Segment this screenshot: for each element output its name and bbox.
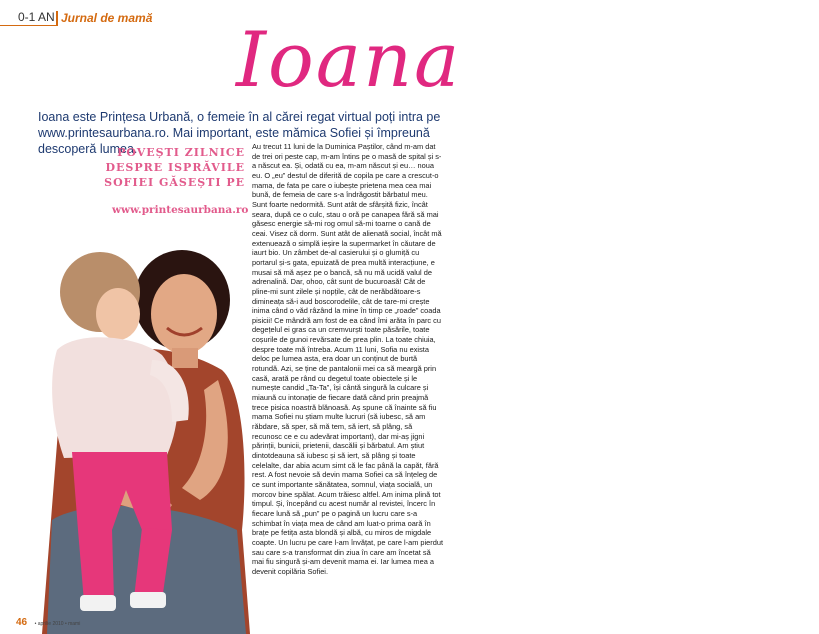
pull-quote-url: www.printesaurbana.ro <box>112 204 249 216</box>
column-title: Jurnal de mamă <box>61 11 153 25</box>
article-title: Ioana <box>236 15 462 104</box>
article-intro: Ioana este Prințesa Urbană, o femeie în al cărei regat virtual poți intra pe www.printesaurbana.ro. Mai important, este mămica Sofiei și împreună descoperă lumea. <box>38 110 441 156</box>
section-label: 0-1 AN <box>18 10 55 24</box>
mother-child-photo <box>22 230 250 634</box>
pull-quote: POVEȘTI ZILNICE DESPRE ISPRĂVILE SOFIEI GĂSEȘTI PE <box>104 146 245 189</box>
article-body: Au trecut 11 luni de la Duminica Paștilor, când m-am dat de trei ori peste cap, m-am întins pe o masă de spital și s-a născut ea. Și, odată cu ea, m-am născut și eu… noua eu. O „eu” destul de diferită de copila pe care a crescut-o mama, de fata pe care o iubește prietena mea cea mai bună, de femeia de care s-a îndrăgostit bărbatul meu. Sunt foarte nedormită. Sunt atât de sfârșită fizic, încât seara, după ce o culc, stau o oră pe canapea fără să mai găsesc energie să-mi rog omul să-mi toarne o cană de ceai. Visez că dorm. Sunt atât de alienată social, încât mă extenuează o simplă ieșire la supermarket în căutare de iaurt bio. Un zâmbet de-al casierului și o glumiță cu portarul și-s gata, epuizată de prea multă interacțiune, e musai să mă așez pe o bancă, să nu mă ucidă valul de adrenalină. Dar, ohoo, cât sunt de bucuroasă! Cât de pline-mi sunt zilele și nopțile, cât de nerăbdătoare-s dimineața să-i aud boscorodelile, cât de tare-mi crește inima când o văd râzând la mine în timp ce „roade” coada pisicii! Ce mândră am fost de ea când îmi arăta în parc cu degețelul ei gras ca un cremvurști toate păsările, toate coșurile de gunoi revărsate de prea plin. La toate chiuia, despre toate mă întreba. Acum 11 luni, Sofia nu exista deloc pe lumea asta, era doar un conținut de burtă rotundă. Azi, se ține de pantalonii mei ca să meargă prin casă, arată pe rând cu degetul toate obiectele și le numește candid „Ta-Ta”, își cântă singură la culcare și miaună cu intonație de fiecare dată când prin preajmă trece pisica noastră blănoasă. Aș spune că înainte să fiu mama Sofiei nu știam multe lucruri (să iubesc, să am răbdare, să sper, să mă tem, să iert, să plâng, să recunosc ce e cu adevărat important), dar mi-aș jigni părinții, bunicii, prietenii, dascălii și bărbatul. Am știut dintotdeauna să iubesc și să iert, să plâng și toate celelalte, dar abia acum simt că le fac până la capăt, fără rest. A fost nevoie să devin mama Sofiei ca să înțeleg de ce sunt importante sănătatea, somnul, viața socială, un morcov bine spălat. Acum trăiesc altfel. Am inima plină tot timpul. Și, începând cu acest număr al revistei, încerc în fiecare lună să „pun” pe o pagină un lucru care s-a schimbat în viața mea de când am luat-o prima oară în brațe pe fetița asta blondă și albă, cu miros de migdale coapte. Un lucru pe care l-am învățat, pe care l-am pierdut sau care s-a transformat din ziua în care am încetat să mai fiu singură și-am devenit mama ei. Iar lumea mea a devenit copilăria Sofiei. <box>252 142 444 576</box>
section-header <box>0 9 153 29</box>
page-footer <box>16 612 80 626</box>
issue-info: • aprilie 2010 • mami <box>34 621 81 627</box>
page-number: 46 <box>16 617 28 628</box>
